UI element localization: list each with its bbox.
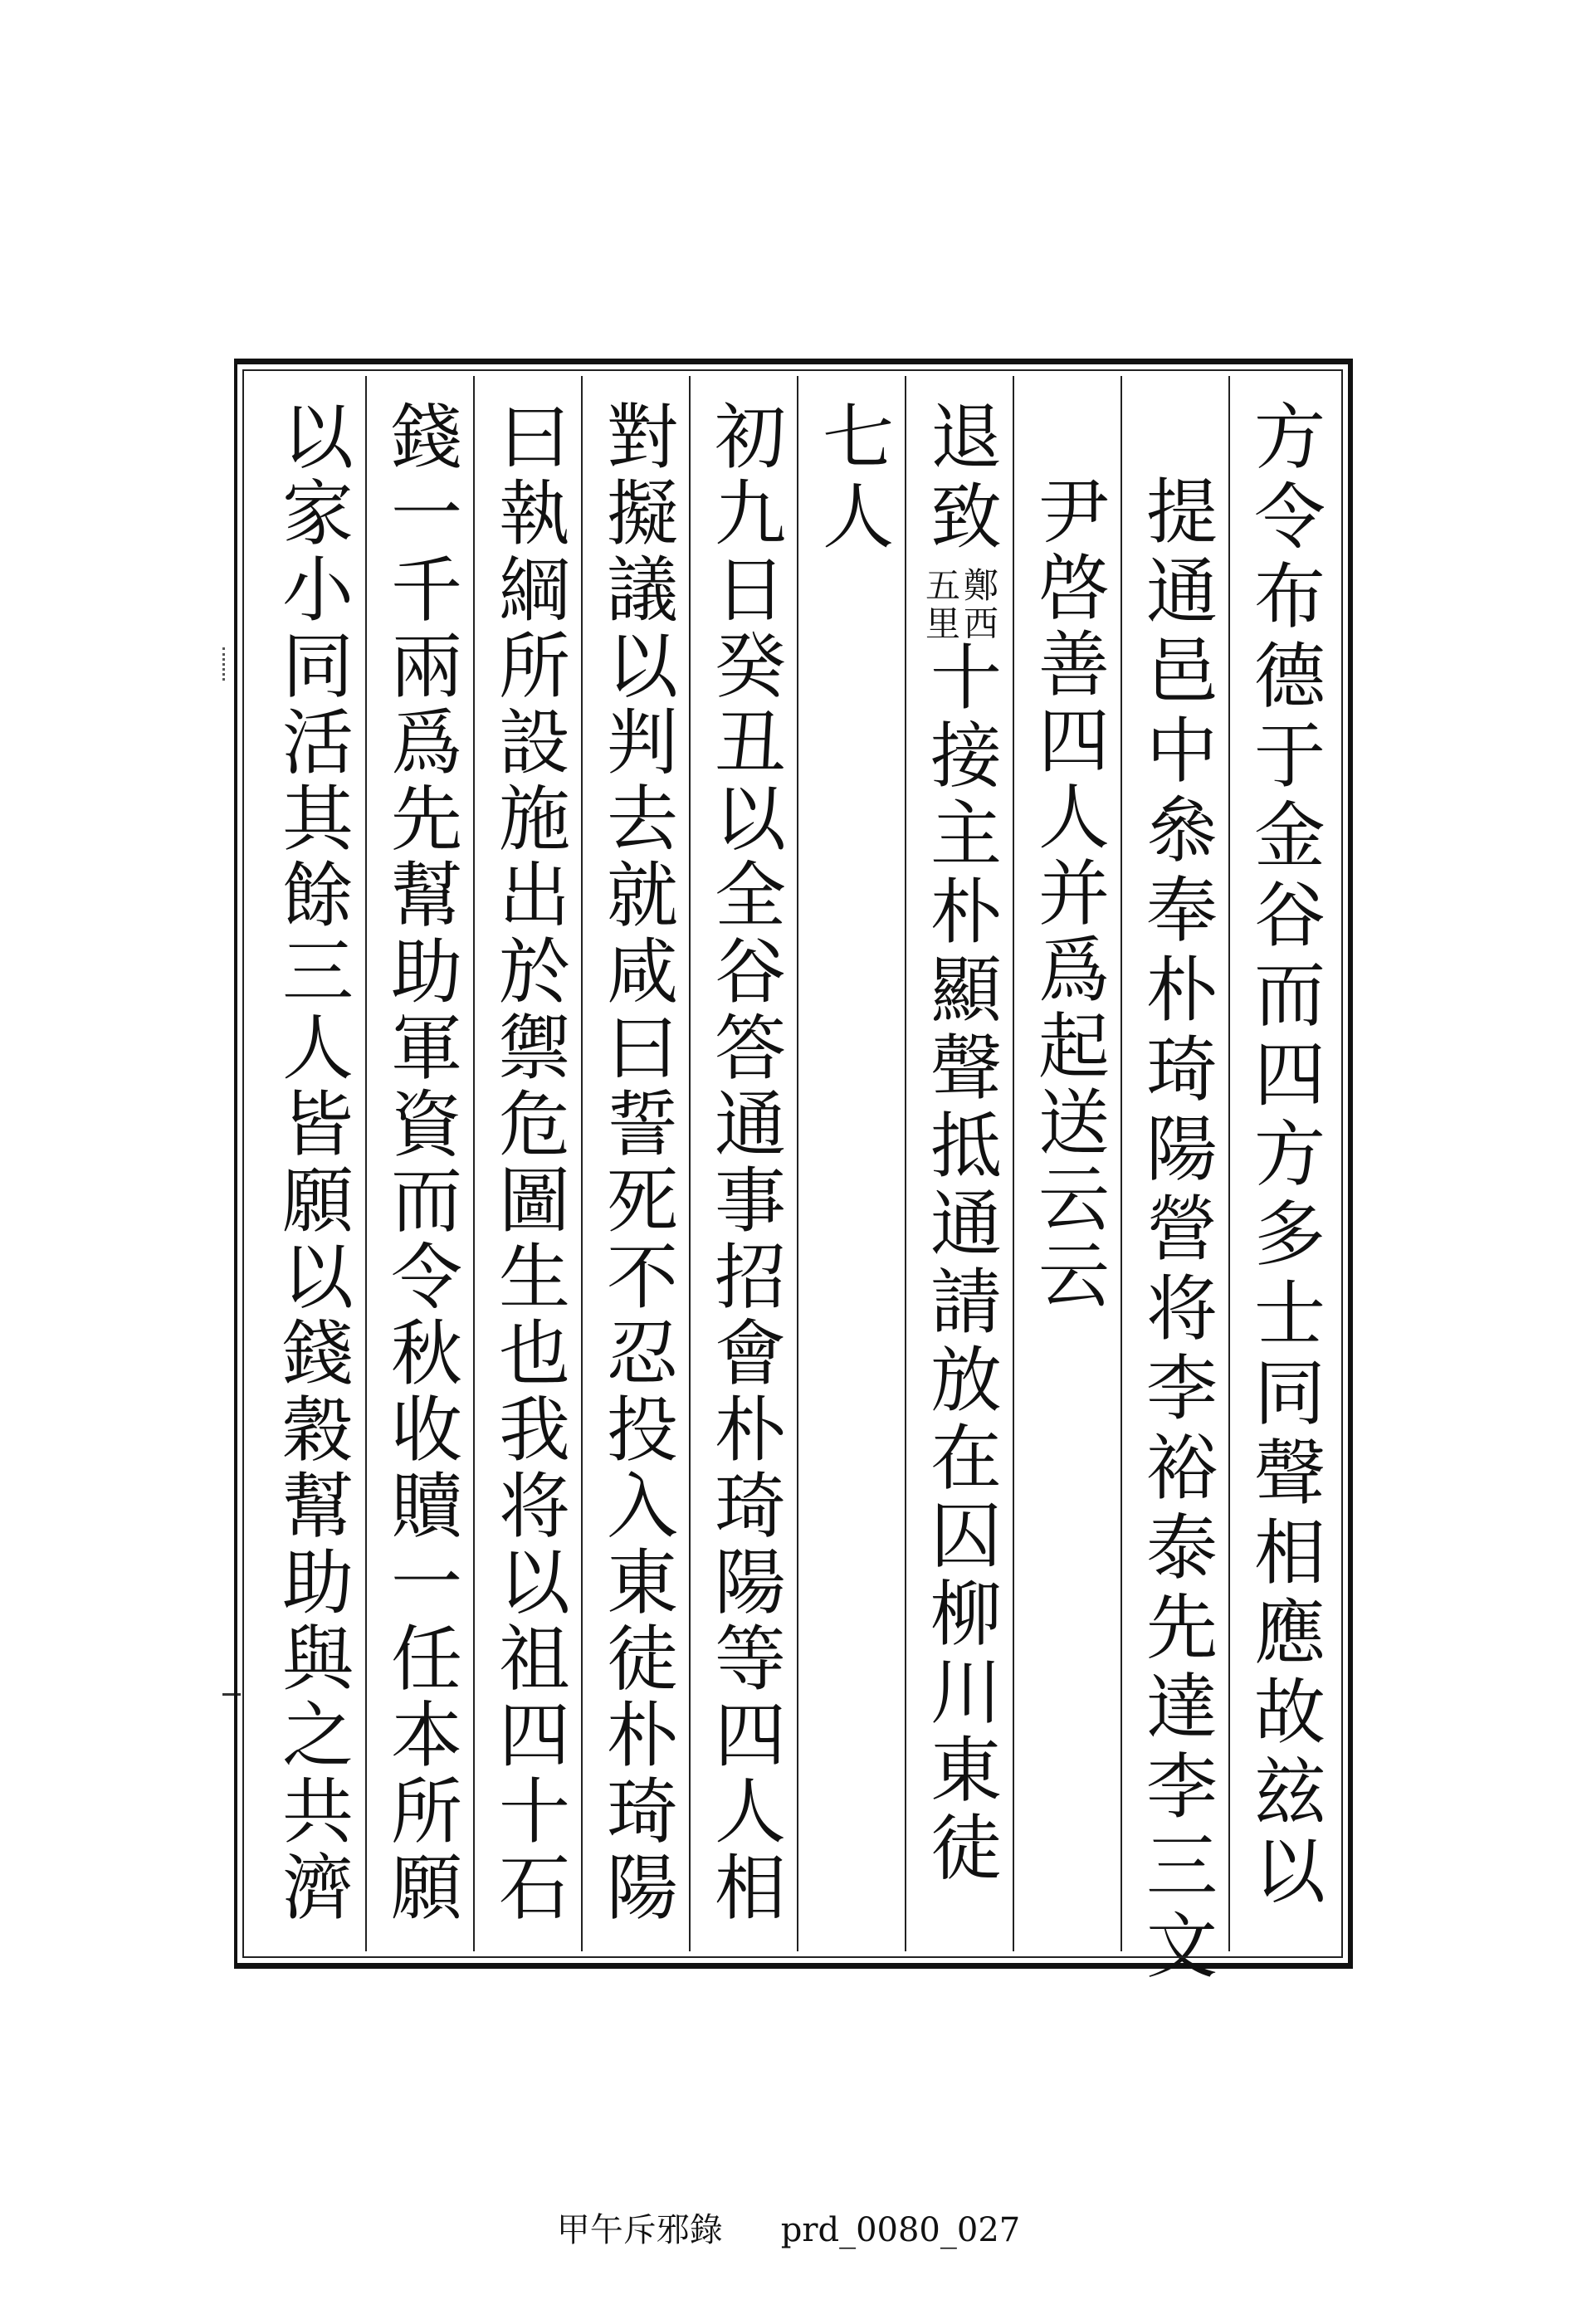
column-2-text: 提通邑中叅奉朴琦陽營将李裕泰先達李三文 [1134, 474, 1217, 1988]
column-5-text: 七人 [810, 399, 893, 559]
column-4-bottom-text: 十接主朴顯聲抵通請放在囚柳川東徒 [918, 640, 1001, 1888]
column-3-text: 尹啓善四人并爲起送云云 [1026, 474, 1109, 1314]
column-7-text: 對擬議以判去就咸曰誓死不忍投入東徒朴琦陽 [594, 399, 677, 1926]
page-footer [0, 2204, 1577, 2251]
column-3 [1013, 376, 1120, 1951]
column-5 [797, 376, 905, 1951]
column-7 [581, 376, 689, 1951]
column-1 [1228, 376, 1336, 1951]
column-9-text: 錢一千兩爲先幫助軍資而令秋收贖一任本所願 [378, 399, 461, 1926]
annotation-left: 五里 [920, 567, 961, 643]
column-2 [1120, 376, 1228, 1988]
column-8 [473, 376, 581, 1951]
footer-title: 甲午斥邪錄 [556, 2211, 723, 2249]
footer-code: prd_0080_027 [780, 2211, 1021, 2249]
column-9 [365, 376, 473, 1951]
column-10 [257, 376, 365, 1951]
column-6 [689, 376, 797, 1951]
page-frame [234, 359, 1353, 1988]
column-4-top-text: 退致 [918, 399, 1001, 559]
column-8-text: 曰執綱所設施出於禦危圖生也我将以祖四十石 [486, 399, 569, 1926]
annotation-right: 鄭西 [959, 567, 999, 643]
column-6-text: 初九日癸丑以全谷答通事招會朴琦陽等四人相 [702, 399, 785, 1926]
column-4-annotation [920, 567, 999, 643]
column-1-text: 方令布德于金谷而四方多士同聲相應故玆以 [1242, 399, 1325, 1913]
column-4 [905, 376, 1013, 1951]
text-columns [249, 376, 1336, 1988]
column-10-text: 以家小同活其餘三人皆願以錢穀幫助與之共濟 [270, 399, 353, 1926]
